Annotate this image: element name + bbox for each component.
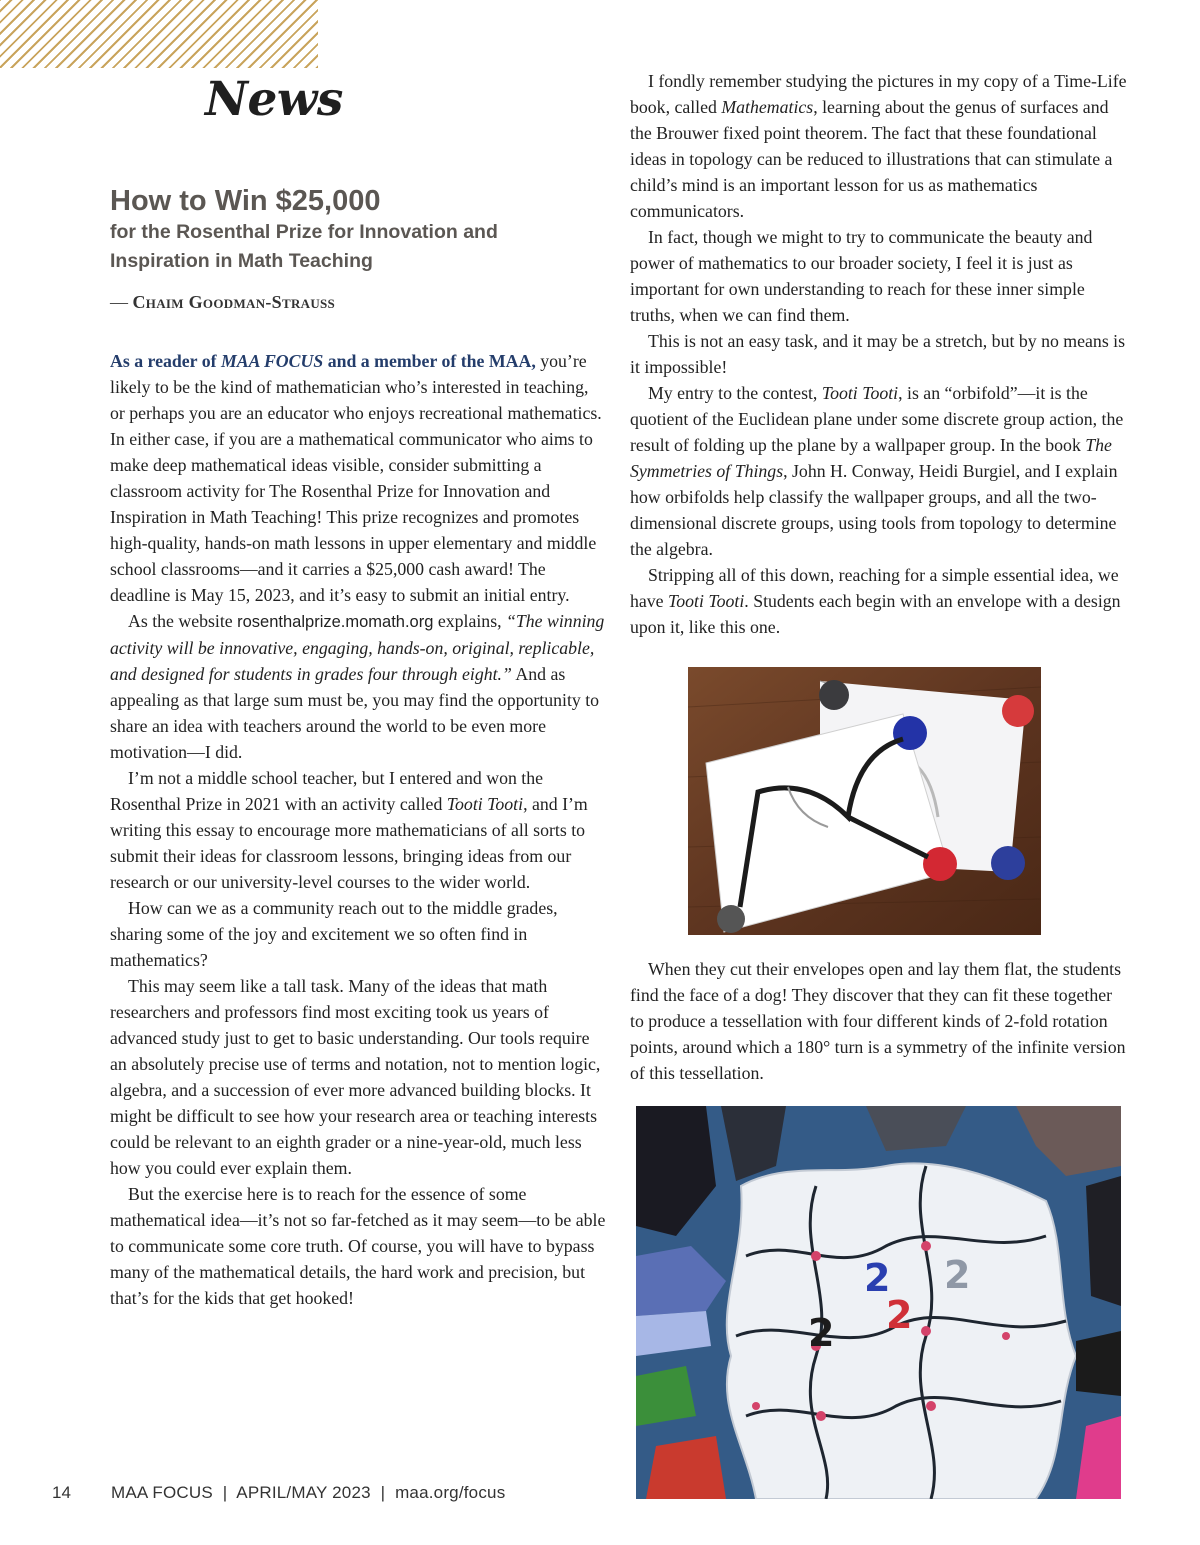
paragraph-text: , learning about the genus of surfaces and the Brouwer fixed point theorem. The fact that these foundational ideas in topology can be reduced to illustrations that can stimulate a child’s mind is an important lesson for us as mathematics communicators.: [630, 97, 1113, 221]
paragraph-text: I fondly remember studying the pictures in my copy of a Time-Life book, called: [630, 71, 1127, 117]
right-column-lower: [630, 956, 1130, 1086]
paragraph: When they cut their envelopes open and lay them flat, the students find the face of a dog! They discover that they can fit these together to produce a tessellation with four different kinds of 2-fold rotation points, around which a 180° turn is a symmetry of the infinite version of this tessellation.: [630, 959, 1126, 1083]
article-subtitle: for the Rosenthal Prize for Innovation and Inspiration in Math Teaching: [110, 221, 498, 272]
paragraph: In fact, though we might to try to communicate the beauty and power of mathematics to our broader society, I feel it is just as important for own understanding to reach for these inner simple truths, when we can find them.: [630, 227, 1093, 325]
paragraph: [110, 765, 606, 895]
italic-title: Mathematics: [721, 97, 814, 117]
decorative-stripes: [0, 0, 318, 68]
paragraph-text: , John H. Conway, Heidi Burgiel, and I explain how orbifolds help classify the wallpaper groups, and all the two-dimensional discrete groups, using tools from topology to determine the algebra.: [630, 461, 1118, 559]
lead-text: and a member of the MAA,: [323, 351, 536, 371]
paragraph: [110, 608, 606, 765]
paragraph-text: And as appealing as that large sum must be, you may find the opportunity to share an idea with teachers around the world to be even more motivation—I did.: [110, 664, 600, 762]
page-footer: [0, 1480, 600, 1506]
paragraph-text: , and I’m writing this essay to encourage more mathematicians of all sorts to submit their ideas for classroom lessons, bringing ideas from our research or our university-level courses to the wider world.: [110, 794, 588, 892]
paragraph-text: you’re likely to be the kind of mathematician who’s interested in teaching, or perhaps you are an educator who enjoys recreational mathematics. In either case, if you are a mathematical communicator who aims to make deep mathematical ideas visible, consider submitting a classroom activity for The Rosenthal Prize for Innovation and Inspiration in Math Teaching! This prize recognizes and promotes high-quality, hands-on math lessons in upper elementary and middle school classrooms—and it carries a $25,000 cash award! The deadline is May 15, 2023, and it’s easy to submit an initial entry.: [110, 351, 602, 605]
paragraph-text: My entry to the contest,: [648, 383, 822, 403]
paragraph-text: explains,: [433, 611, 506, 631]
rotation-label: 2: [864, 1256, 891, 1300]
byline-author: Chaim Goodman-Strauss: [132, 292, 336, 312]
lead-text: As a reader of: [110, 351, 221, 371]
paragraph: But the exercise here is to reach for the essence of some mathematical idea—it’s not so far-fetched as it may seem—to be able to communicate some core truth. Of course, you will have to bypass many of the mathematical details, the hard work and precision, but that’s for the kids that get hooked!: [110, 1184, 606, 1308]
left-column: [110, 348, 606, 1311]
paragraph: How can we as a community reach out to the middle grades, sharing some of the joy and excitement we so often find in mathematics?: [110, 898, 558, 970]
paragraph: [630, 68, 1130, 224]
quote: “The winning activity will be innovative, engaging, hands-on, original, replicable, and designed for students in grades four through eight.”: [110, 611, 605, 684]
envelope-photo: [688, 667, 1041, 935]
paragraph-text: Stripping all of this down, reaching for a simple essential idea, we have: [630, 565, 1119, 611]
italic-title: Tooti Tooti: [668, 591, 745, 611]
right-column: [630, 68, 1130, 640]
section-title: News: [205, 72, 343, 127]
paragraph: [110, 348, 606, 608]
tessellation-photo: [636, 1106, 1121, 1499]
article-title: How to Win $25,000: [110, 185, 381, 217]
rotation-label: 2: [944, 1253, 971, 1297]
page-number: 14: [52, 1483, 71, 1502]
italic-title: Tooti Tooti: [821, 383, 899, 403]
magazine-info: MAA FOCUS | APRIL/MAY 2023 | maa.org/focus: [111, 1483, 506, 1502]
paragraph-text: . Students each begin with an envelope with a design upon it, like this one.: [630, 591, 1121, 637]
paragraph: This may seem like a tall task. Many of the ideas that math researchers and professors find most exciting took us years of advanced study just to get to basic understanding. Our tools require an absolutely precise use of terms and notation, not to mention logic, algebra, and a succession of ever more advanced building blocks. It might be difficult to see how your research area or teaching interests could be relevant to an eighth grader or a nine-year-old, much less how you could ever explain them.: [110, 976, 601, 1178]
website-url: rosenthalprize.momath.org: [237, 613, 434, 631]
paragraph-text: , is an “orbifold”—it is the quotient of the Euclidean plane under some discrete group action, the result of folding up the plane by a wallpaper group. In the book: [630, 383, 1124, 455]
lead-italic: MAA FOCUS: [220, 351, 324, 371]
paragraph-text: I’m not a middle school teacher, but I entered and won the Rosenthal Prize in 2021 with an activity called: [110, 768, 544, 814]
italic-title: Tooti Tooti: [446, 794, 524, 814]
byline: [110, 289, 335, 315]
rotation-label: 2: [808, 1311, 835, 1355]
paragraph-text: As the website: [128, 611, 238, 631]
lead-in: [110, 351, 536, 371]
byline-dash: —: [110, 292, 133, 312]
rotation-label: 2: [886, 1293, 913, 1337]
paragraph: [630, 380, 1130, 562]
paragraph: [630, 562, 1130, 640]
italic-title: The Symmetries of Things: [630, 435, 1112, 481]
paragraph: This is not an easy task, and it may be a stretch, but by no means is it impossible!: [630, 331, 1126, 377]
